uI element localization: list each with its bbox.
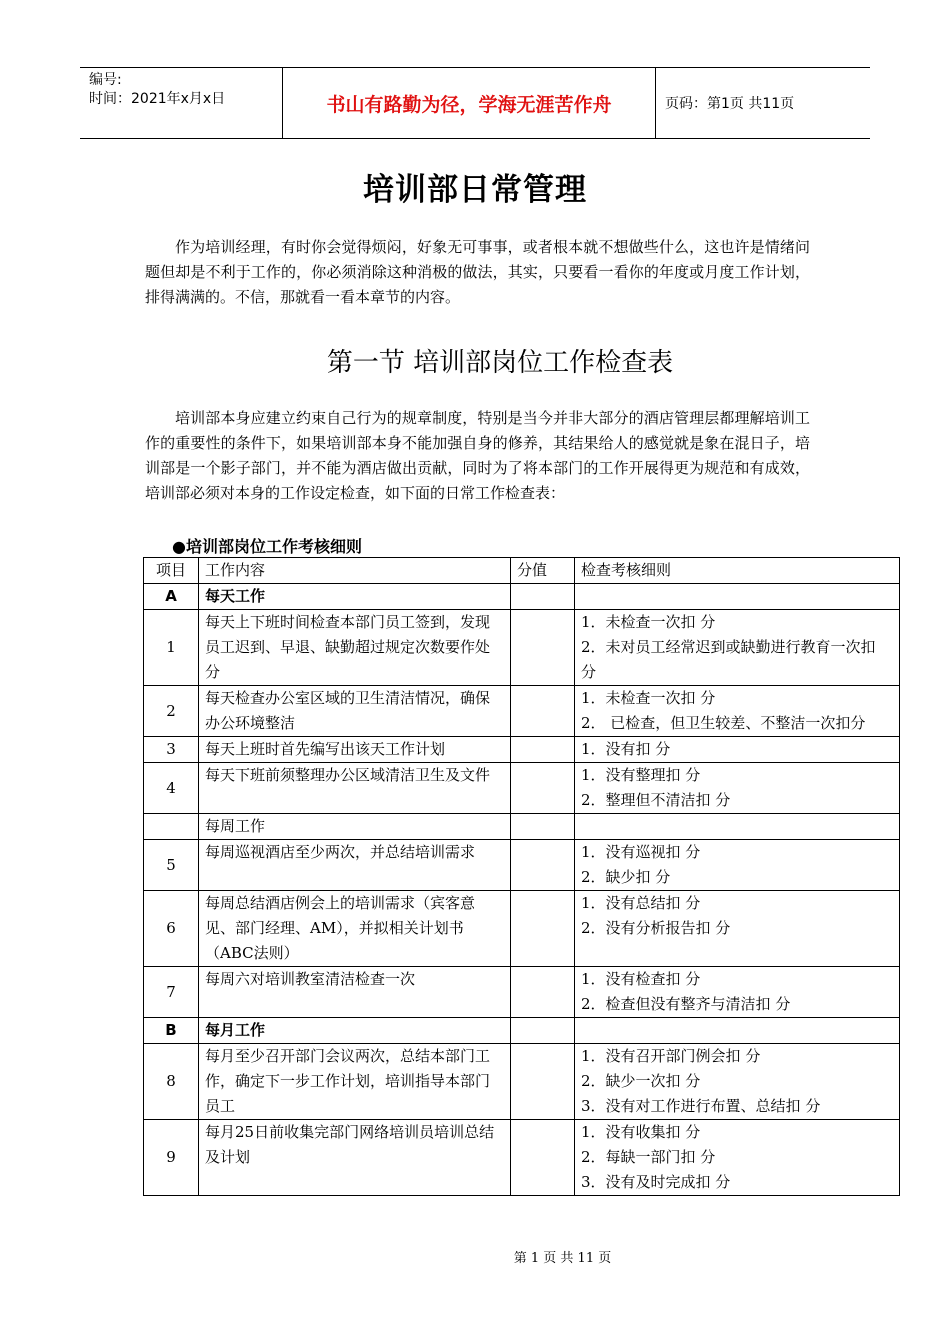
row-rules — [575, 814, 900, 840]
rule-line: 2．每缺一部门扣 分 — [581, 1148, 716, 1166]
rule-line: 1．没有召开部门例会扣 分 — [581, 1047, 761, 1065]
row-score — [511, 891, 575, 967]
table-row — [144, 737, 900, 763]
row-score — [511, 1018, 575, 1044]
rule-line: 2．没有分析报告扣 分 — [581, 919, 731, 937]
row-score — [511, 584, 575, 610]
rule-line: 3．没有及时完成扣 分 — [581, 1173, 731, 1191]
row-rules — [575, 967, 900, 1018]
row-content: 每天上下班时间检查本部门员工签到，发现员工迟到、早退、缺勤超过规定次数要作处分 — [199, 610, 511, 686]
table-row — [144, 610, 900, 686]
row-rules — [575, 891, 900, 967]
rule-line: 1．没有检查扣 分 — [581, 970, 701, 988]
row-content: 每月至少召开部门会议两次，总结本部门工作，确定下一步工作计划，培训指导本部门员工 — [199, 1044, 511, 1120]
row-rules — [575, 1018, 900, 1044]
row-score — [511, 763, 575, 814]
header-rules: 检查考核细则 — [575, 558, 900, 584]
row-item: 8 — [144, 1044, 199, 1120]
row-item: 4 — [144, 763, 199, 814]
header-score: 分值 — [511, 558, 575, 584]
intro-paragraph: 作为培训经理，有时你会觉得烦闷，好象无可事事，或者根本就不想做些什么，这也许是情绪问题但却是不利于工作的，你必须消除这种消极的做法，其实，只要看一看你的年度或月度工作计划，排得满满的。不信，那就看一看本章节的内容。 — [145, 238, 810, 306]
table-row — [144, 840, 900, 891]
page-header — [80, 67, 870, 139]
row-content: 每天上班时首先编写出该天工作计划 — [199, 737, 511, 763]
row-rules — [575, 737, 900, 763]
row-content: 每天工作 — [199, 584, 511, 610]
subsection-title: ●培训部岗位工作考核细则 — [172, 537, 362, 556]
row-item: 6 — [144, 891, 199, 967]
row-content: 每周总结酒店例会上的培训需求（宾客意见、部门经理、AM），并拟相关计划书（ABC法则） — [199, 891, 511, 967]
row-content: 每周六对培训教室清洁检查一次 — [199, 967, 511, 1018]
rule-line: 1．没有巡视扣 分 — [581, 843, 701, 861]
checklist-table — [143, 557, 900, 1196]
header-motto: 书山有路勤为径，学海无涯苦作舟 — [282, 68, 656, 138]
section-title: 第一节 培训部岗位工作检查表 — [326, 348, 674, 378]
table-body — [144, 584, 900, 1196]
row-content: 每月工作 — [199, 1018, 511, 1044]
rule-line: 3．没有对工作进行布置、总结扣 分 — [581, 1097, 821, 1115]
row-rules — [575, 1044, 900, 1120]
number-label: 编号: — [89, 72, 122, 88]
rule-line: 2． 已检查，但卫生较差、不整洁一次扣分 — [581, 714, 866, 732]
row-content: 每天下班前须整理办公区域清洁卫生及文件 — [199, 763, 511, 814]
row-item: A — [144, 584, 199, 610]
row-score — [511, 814, 575, 840]
row-score — [511, 610, 575, 686]
rule-line: 2．缺少一次扣 分 — [581, 1072, 701, 1090]
row-score — [511, 737, 575, 763]
rule-line: 1．未检查一次扣 分 — [581, 689, 716, 707]
table-row — [144, 1044, 900, 1120]
row-item: 7 — [144, 967, 199, 1018]
page-footer: 第 1 页 共 11 页 — [513, 1251, 612, 1266]
row-item — [144, 814, 199, 840]
row-content: 每天检查办公室区域的卫生清洁情况，确保办公环境整洁 — [199, 686, 511, 737]
row-item: 1 — [144, 610, 199, 686]
rule-line: 1．没有总结扣 分 — [581, 894, 701, 912]
table-group-row — [144, 814, 900, 840]
rule-line: 2．未对员工经常迟到或缺勤进行教育一次扣 分 — [581, 638, 876, 681]
row-item: B — [144, 1018, 199, 1044]
rule-line: 2．缺少扣 分 — [581, 868, 671, 886]
rule-line: 1．未检查一次扣 分 — [581, 613, 716, 631]
table-row — [144, 763, 900, 814]
table-row — [144, 686, 900, 737]
row-score — [511, 686, 575, 737]
row-item: 9 — [144, 1120, 199, 1196]
document-title: 培训部日常管理 — [363, 172, 587, 208]
table-group-row — [144, 584, 900, 610]
header-item: 项目 — [144, 558, 199, 584]
table-header-row — [144, 558, 900, 584]
header-content: 工作内容 — [199, 558, 511, 584]
rule-line: 1．没有整理扣 分 — [581, 766, 701, 784]
row-score — [511, 1120, 575, 1196]
row-rules — [575, 1120, 900, 1196]
row-rules — [575, 840, 900, 891]
row-content: 每月25日前收集完部门网络培训员培训总结及计划 — [199, 1120, 511, 1196]
rule-line: 1．没有收集扣 分 — [581, 1123, 701, 1141]
rule-line: 1．没有扣 分 — [581, 740, 671, 758]
row-rules — [575, 686, 900, 737]
row-item: 2 — [144, 686, 199, 737]
row-content: 每周巡视酒店至少两次，并总结培训需求 — [199, 840, 511, 891]
header-meta — [80, 68, 282, 138]
table-row — [144, 967, 900, 1018]
row-rules — [575, 610, 900, 686]
row-item: 3 — [144, 737, 199, 763]
rule-line: 2．检查但没有整齐与清洁扣 分 — [581, 995, 791, 1013]
row-item: 5 — [144, 840, 199, 891]
rule-line: 2．整理但不清洁扣 分 — [581, 791, 731, 809]
row-score — [511, 840, 575, 891]
table-row — [144, 891, 900, 967]
row-content: 每周工作 — [199, 814, 511, 840]
row-score — [511, 967, 575, 1018]
time-label: 时间：2021年x月x日 — [89, 91, 226, 107]
section-paragraph: 培训部本身应建立约束自己行为的规章制度，特别是当今并非大部分的酒店管理层都理解培训工作的重要性的条件下，如果培训部本身不能加强自身的修养，其结果给人的感觉就是象在混日子，培训部是一个影子部门，并不能为酒店做出贡献，同时为了将本部门的工作开展得更为规范和有成效，培训部必须对本身的工作设定检查，如下面的日常工作检查表： — [145, 409, 810, 502]
row-score — [511, 1044, 575, 1120]
header-page-info: 页码：第1页 共11页 — [665, 96, 795, 112]
row-rules — [575, 584, 900, 610]
table-group-row — [144, 1018, 900, 1044]
row-rules — [575, 763, 900, 814]
table-row — [144, 1120, 900, 1196]
